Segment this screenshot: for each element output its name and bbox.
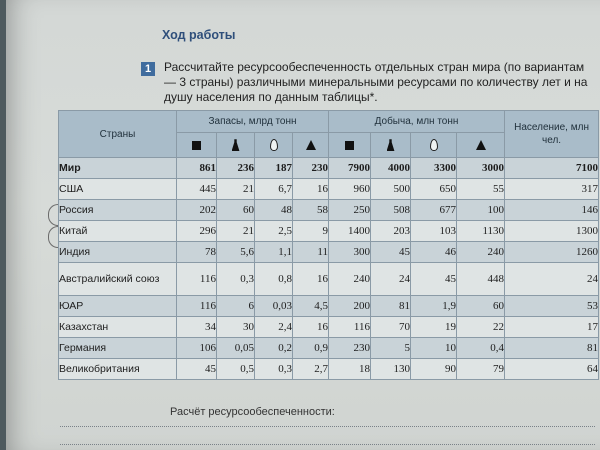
table-row — [59, 158, 599, 179]
table-cell: 116 — [177, 296, 217, 317]
table-cell: 11 — [293, 242, 329, 263]
drop-icon — [430, 139, 438, 151]
table-cell: 861 — [177, 158, 217, 179]
country-name: Россия — [59, 200, 177, 221]
table-cell: 200 — [329, 296, 371, 317]
table-cell: 103 — [411, 221, 457, 242]
table-cell: 5 — [371, 338, 411, 359]
table-cell: 9 — [293, 221, 329, 242]
table-cell: 500 — [371, 179, 411, 200]
table-cell: 58 — [293, 200, 329, 221]
table-row — [59, 221, 599, 242]
calculation-label: Расчёт ресурсообеспеченности: — [170, 406, 335, 418]
task-text: Рассчитайте ресурсообеспеченность отдельных стран мира (по вариантам — 3 страны) различными минеральными ресурсами по количеству лет и на душу населения по данным таблицы*. — [164, 60, 588, 104]
table-cell: 55 — [457, 179, 505, 200]
table-cell: 250 — [329, 200, 371, 221]
answer-line — [60, 426, 595, 427]
country-name: ЮАР — [59, 296, 177, 317]
table-cell: 1,1 — [255, 242, 293, 263]
table-cell: 6 — [217, 296, 255, 317]
country-name: Мир — [59, 158, 177, 179]
table-cell: 21 — [217, 221, 255, 242]
table-cell: 2,5 — [255, 221, 293, 242]
table-cell: 0,3 — [255, 359, 293, 380]
table-cell: 300 — [329, 242, 371, 263]
table-row — [59, 296, 599, 317]
table-cell: 240 — [329, 263, 371, 296]
table-row — [59, 338, 599, 359]
country-name: Австралийский союз — [59, 263, 177, 296]
country-name: США — [59, 179, 177, 200]
table-cell: 240 — [457, 242, 505, 263]
table-row — [59, 242, 599, 263]
table-cell: 0,5 — [217, 359, 255, 380]
table-cell: 45 — [411, 263, 457, 296]
table-cell: 230 — [329, 338, 371, 359]
resources-table — [58, 110, 599, 380]
table-row — [59, 179, 599, 200]
table-cell: 508 — [371, 200, 411, 221]
table-cell: 60 — [217, 200, 255, 221]
table-cell: 3300 — [411, 158, 457, 179]
table-cell: 1260 — [505, 242, 599, 263]
header-icon-cell — [371, 133, 411, 158]
table-cell: 100 — [457, 200, 505, 221]
header-icon-cell — [177, 133, 217, 158]
triangle-icon — [306, 140, 316, 150]
answer-line — [60, 444, 595, 445]
flask-icon — [387, 139, 395, 151]
table-row — [59, 359, 599, 380]
table-cell: 0,2 — [255, 338, 293, 359]
table-cell: 317 — [505, 179, 599, 200]
table-cell: 45 — [177, 359, 217, 380]
table-cell: 677 — [411, 200, 457, 221]
country-name: Индия — [59, 242, 177, 263]
table-cell: 0,8 — [255, 263, 293, 296]
table-cell: 79 — [457, 359, 505, 380]
header-icon-cell — [293, 133, 329, 158]
table-row — [59, 263, 599, 296]
table-cell: 60 — [457, 296, 505, 317]
table-cell: 7100 — [505, 158, 599, 179]
header-reserves: Запасы, млрд тонн — [177, 111, 329, 133]
table-cell: 2,7 — [293, 359, 329, 380]
table-cell: 78 — [177, 242, 217, 263]
table-cell: 16 — [293, 263, 329, 296]
flask-icon — [232, 139, 240, 151]
header-icon-cell — [411, 133, 457, 158]
header-population: Население, млн чел. — [505, 111, 599, 158]
table-cell: 22 — [457, 317, 505, 338]
square-icon — [192, 141, 201, 150]
table-cell: 16 — [293, 317, 329, 338]
table-cell: 116 — [329, 317, 371, 338]
table-cell: 960 — [329, 179, 371, 200]
table-cell: 203 — [371, 221, 411, 242]
table-cell: 1300 — [505, 221, 599, 242]
table-cell: 48 — [255, 200, 293, 221]
table-cell: 650 — [411, 179, 457, 200]
table-row — [59, 317, 599, 338]
drop-icon — [270, 139, 278, 151]
country-name: Казахстан — [59, 317, 177, 338]
table-cell: 202 — [177, 200, 217, 221]
table-cell: 0,03 — [255, 296, 293, 317]
header-countries: Страны — [59, 111, 177, 158]
table-cell: 21 — [217, 179, 255, 200]
header-production: Добыча, млн тонн — [329, 111, 505, 133]
table-cell: 18 — [329, 359, 371, 380]
table-cell: 90 — [411, 359, 457, 380]
table-cell: 81 — [505, 338, 599, 359]
table-cell: 445 — [177, 179, 217, 200]
country-name: Великобритания — [59, 359, 177, 380]
table-cell: 24 — [371, 263, 411, 296]
table-cell: 3000 — [457, 158, 505, 179]
table-cell: 19 — [411, 317, 457, 338]
country-name: Китай — [59, 221, 177, 242]
table-cell: 46 — [411, 242, 457, 263]
table-cell: 10 — [411, 338, 457, 359]
table-cell: 116 — [177, 263, 217, 296]
table-cell: 448 — [457, 263, 505, 296]
table-row — [59, 200, 599, 221]
triangle-icon — [476, 140, 486, 150]
square-icon — [345, 141, 354, 150]
table-cell: 0,05 — [217, 338, 255, 359]
table-cell: 81 — [371, 296, 411, 317]
section-heading: Ход работы — [162, 28, 236, 42]
table-cell: 106 — [177, 338, 217, 359]
table-cell: 1,9 — [411, 296, 457, 317]
table-cell: 7900 — [329, 158, 371, 179]
table-cell: 1130 — [457, 221, 505, 242]
table-cell: 30 — [217, 317, 255, 338]
table-cell: 70 — [371, 317, 411, 338]
table-cell: 2,4 — [255, 317, 293, 338]
table-cell: 64 — [505, 359, 599, 380]
table-cell: 1400 — [329, 221, 371, 242]
table-cell: 0,3 — [217, 263, 255, 296]
table-cell: 187 — [255, 158, 293, 179]
table-cell: 5,6 — [217, 242, 255, 263]
table-cell: 45 — [371, 242, 411, 263]
header-icon-cell — [329, 133, 371, 158]
table-cell: 146 — [505, 200, 599, 221]
header-icon-cell — [217, 133, 255, 158]
table-cell: 296 — [177, 221, 217, 242]
table-cell: 230 — [293, 158, 329, 179]
table-cell: 34 — [177, 317, 217, 338]
header-icon-cell — [255, 133, 293, 158]
task-number-badge: 1 — [141, 62, 155, 76]
header-icon-cell — [457, 133, 505, 158]
table-cell: 4,5 — [293, 296, 329, 317]
country-name: Германия — [59, 338, 177, 359]
table-cell: 16 — [293, 179, 329, 200]
table-cell: 24 — [505, 263, 599, 296]
table-cell: 0,4 — [457, 338, 505, 359]
table-cell: 53 — [505, 296, 599, 317]
table-cell: 130 — [371, 359, 411, 380]
table-cell: 17 — [505, 317, 599, 338]
table-cell: 6,7 — [255, 179, 293, 200]
table-cell: 0,9 — [293, 338, 329, 359]
table-cell: 236 — [217, 158, 255, 179]
table-cell: 4000 — [371, 158, 411, 179]
